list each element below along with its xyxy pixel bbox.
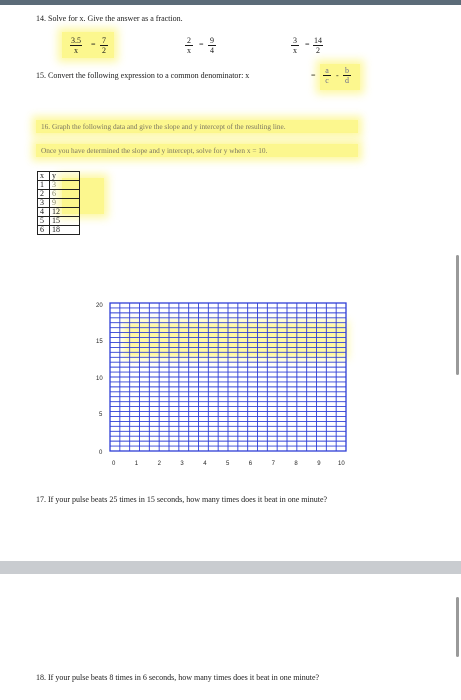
table-cell-x: 4 (38, 208, 50, 217)
x-tick-label: 2 (157, 461, 161, 467)
table-cell-y: 9 (50, 199, 80, 208)
y-tick-label: 20 (96, 303, 103, 309)
q14-eq1-right-fraction (100, 36, 108, 55)
x-tick-label: 1 (134, 461, 139, 467)
table-cell-x: 6 (38, 226, 50, 235)
y-tick-label: 0 (99, 450, 103, 456)
q14-eq3-left-fraction (291, 36, 299, 55)
q14-eq2-right-den: 4 (210, 46, 214, 55)
table-header-y: y (50, 172, 80, 181)
q14-eq2-left-num: 2 (187, 36, 191, 45)
q15-fraction-1 (323, 66, 331, 85)
x-tick-label: 8 (294, 461, 298, 467)
q14-eq1-left-den: x (74, 46, 78, 55)
x-tick-label: 0 (112, 461, 116, 467)
table-row (38, 226, 80, 235)
page-divider (0, 561, 461, 574)
y-tick-label: 10 (96, 376, 103, 382)
q18-prompt: 18. If your pulse beats 8 times in 6 seconds, how many times does it beat in one minute? (36, 673, 320, 682)
q14-eq1-left-num: 3.5 (71, 36, 81, 45)
q14-eq1-equals: = (91, 40, 96, 49)
q14-eq3-right-den: 2 (316, 46, 320, 55)
table-cell-x: 3 (38, 199, 50, 208)
table-cell-y: 12 (50, 208, 80, 217)
q14-eq2-equals: = (199, 40, 204, 49)
q15-operator: - (336, 71, 339, 80)
q15-fraction-2 (343, 66, 351, 85)
table-cell-y: 6 (50, 190, 80, 199)
table-cell-y: 18 (50, 226, 80, 235)
x-tick-label: 6 (248, 461, 253, 467)
q14-eq2-right-num: 9 (210, 36, 214, 45)
q15-frac2-den: d (345, 76, 349, 85)
q16-line1: 16. Graph the following data and give the slope and y intercept of the resulting line. (41, 122, 286, 131)
q15-frac1-den: c (325, 76, 329, 85)
q15-equals: = (311, 71, 316, 80)
table-cell-y: 15 (50, 217, 80, 226)
q14-eq2-left-den: x (187, 46, 191, 55)
scrollbar-thumb-2[interactable] (456, 597, 459, 657)
x-tick-label: 4 (203, 461, 207, 467)
y-tick-label: 15 (96, 339, 103, 345)
q14-eq3-right-num: 14 (314, 36, 322, 45)
scrollbar-thumb[interactable] (456, 255, 459, 375)
x-tick-label: 10 (338, 461, 345, 467)
graph-highlight (128, 325, 344, 355)
table-cell-x: 5 (38, 217, 50, 226)
q15-frac2-num: b (345, 66, 349, 75)
x-tick-label: 3 (180, 461, 184, 467)
x-tick-label: 5 (226, 461, 230, 467)
q14-eq2-left-fraction (185, 36, 193, 55)
q14-eq2-right-fraction (208, 36, 216, 55)
q17-prompt: 17. If your pulse beats 25 times in 15 seconds, how many times does it beat in one minute? (36, 495, 328, 504)
table-cell-x: 1 (38, 181, 50, 190)
y-tick-label: 5 (99, 412, 103, 418)
q16-line2: Once you have determined the slope and y intercept, solve for y when x = 10. (41, 146, 268, 155)
q14-prompt: 14. Solve for x. Give the answer as a fraction. (36, 14, 183, 23)
q14-eq1-right-num: 7 (102, 36, 106, 45)
data-table (37, 171, 80, 235)
q15-frac1-num: a (323, 66, 331, 76)
table-cell-x: 2 (38, 190, 50, 199)
q14-eq3-right-fraction (313, 36, 323, 55)
q15-prompt: 15. Convert the following expression to a common denominator: x (36, 71, 250, 80)
x-tick-label: 9 (317, 461, 321, 467)
q14-eq3-equals: = (305, 40, 310, 49)
q14-eq3-left-den: x (293, 46, 297, 55)
x-tick-label: 7 (271, 461, 275, 467)
q14-eq1-left-fraction (70, 36, 82, 55)
q14-eq1-right-den: 2 (102, 46, 106, 55)
table-header-x: x (38, 172, 50, 181)
table-cell-y: 3 (50, 181, 80, 190)
q14-eq3-left-num: 3 (293, 36, 297, 45)
top-bar (0, 0, 461, 5)
